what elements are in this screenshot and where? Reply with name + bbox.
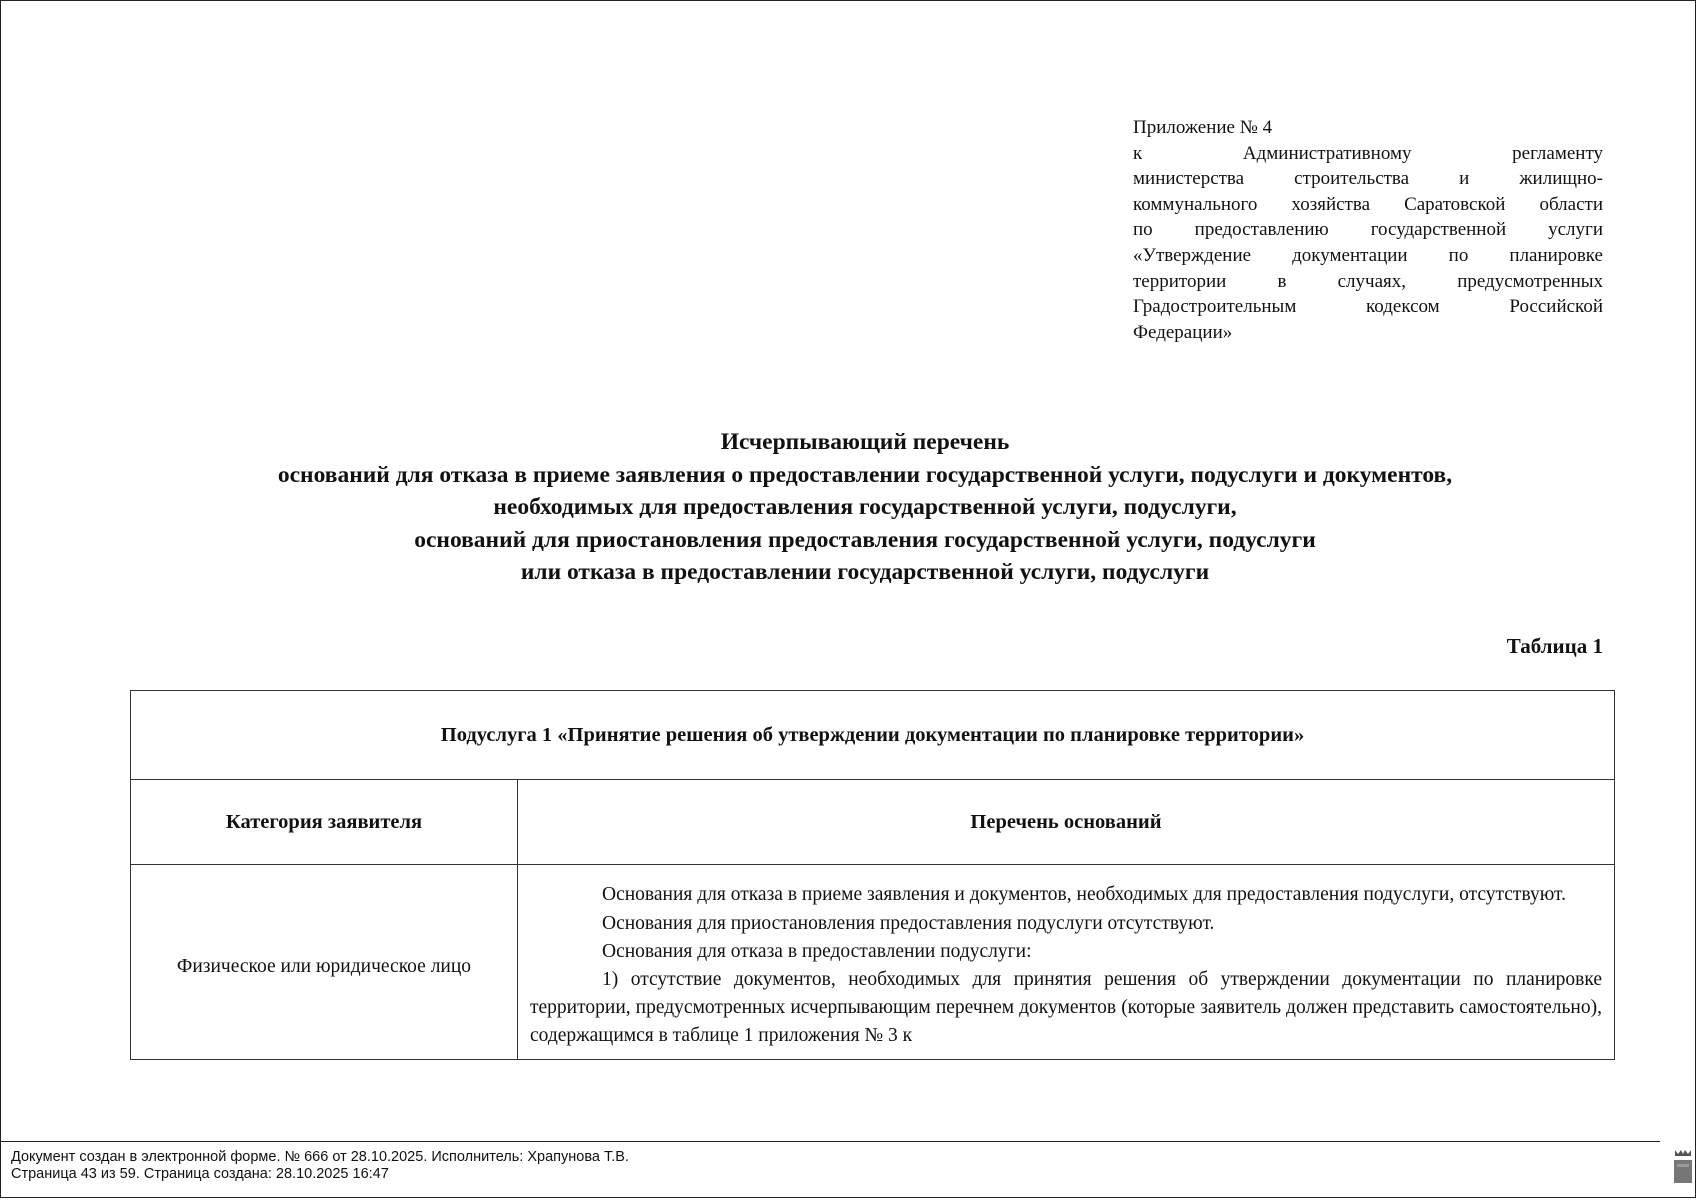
appendix-line: территории в случаях, предусмотренных <box>1133 270 1603 292</box>
appendix-line: Федерации» <box>1133 321 1233 343</box>
document-stamp-icon <box>1672 1147 1694 1185</box>
applicant-category-cell: Физическое или юридическое лицо <box>131 865 518 1060</box>
footer-line-2: Страница 43 из 59. Страница создана: 28.10.2025 16:47 <box>11 1166 389 1182</box>
appendix-line: Градостроительным кодексом Российской <box>1133 296 1603 318</box>
document-footer <box>11 1149 629 1183</box>
footer-divider <box>0 1141 1660 1142</box>
title-line: оснований для приостановления предоставления государственной услуги, подуслуги <box>414 526 1316 553</box>
subservice-title: Подуслуга 1 «Принятие решения об утверждении документации по планировке территории» <box>131 691 1615 780</box>
grounds-table <box>130 690 1615 1060</box>
document-title <box>60 426 1670 589</box>
table-row <box>131 865 1615 1060</box>
appendix-line: министерства строительства и жилищно- <box>1133 168 1603 190</box>
appendix-header <box>1133 115 1603 345</box>
table-label: Таблица 1 <box>1506 634 1603 658</box>
grounds-paragraph: Основания для приостановления предоставления подуслуги отсутствуют. <box>602 912 1215 934</box>
appendix-line: Приложение № 4 <box>1133 117 1273 138</box>
footer-line-1: Документ создан в электронной форме. № 666 от 28.10.2025. Исполнитель: Храпунова Т.В. <box>11 1149 629 1165</box>
appendix-line: «Утверждение документации по планировке <box>1133 244 1603 266</box>
grounds-paragraph: 1) отсутствие документов, необходимых для принятия решения об утверждении документации по планировке территории, предусмотренных исчерпывающим перечнем документов (которые заявитель должен представить самостоятельно), содержащимся в таблице 1 приложения № 3 к <box>530 969 1602 1047</box>
title-line: или отказа в предоставлении государственной услуги, подуслуги <box>520 559 1210 585</box>
appendix-line: по предоставлению государственной услуги <box>1133 219 1603 241</box>
title-line: необходимых для предоставления государственной услуги, подуслуги, <box>493 494 1237 520</box>
title-line: оснований для отказа в приеме заявления о предоставлении государственной услуги, подуслуги и документов, <box>277 461 1453 488</box>
grounds-cell <box>518 865 1615 1060</box>
appendix-line: к Административному регламенту <box>1133 142 1603 164</box>
header-grounds-list: Перечень оснований <box>518 780 1615 865</box>
grounds-paragraph: Основания для отказа в приеме заявления и документов, необходимых для предоставления подуслуги, отсутствуют. <box>602 884 1566 906</box>
header-applicant-category: Категория заявителя <box>131 780 518 865</box>
title-line: Исчерпывающий перечень <box>720 429 1010 455</box>
appendix-line: коммунального хозяйства Саратовской области <box>1133 193 1603 215</box>
grounds-paragraph: Основания для отказа в предоставлении подуслуги: <box>602 940 1032 962</box>
